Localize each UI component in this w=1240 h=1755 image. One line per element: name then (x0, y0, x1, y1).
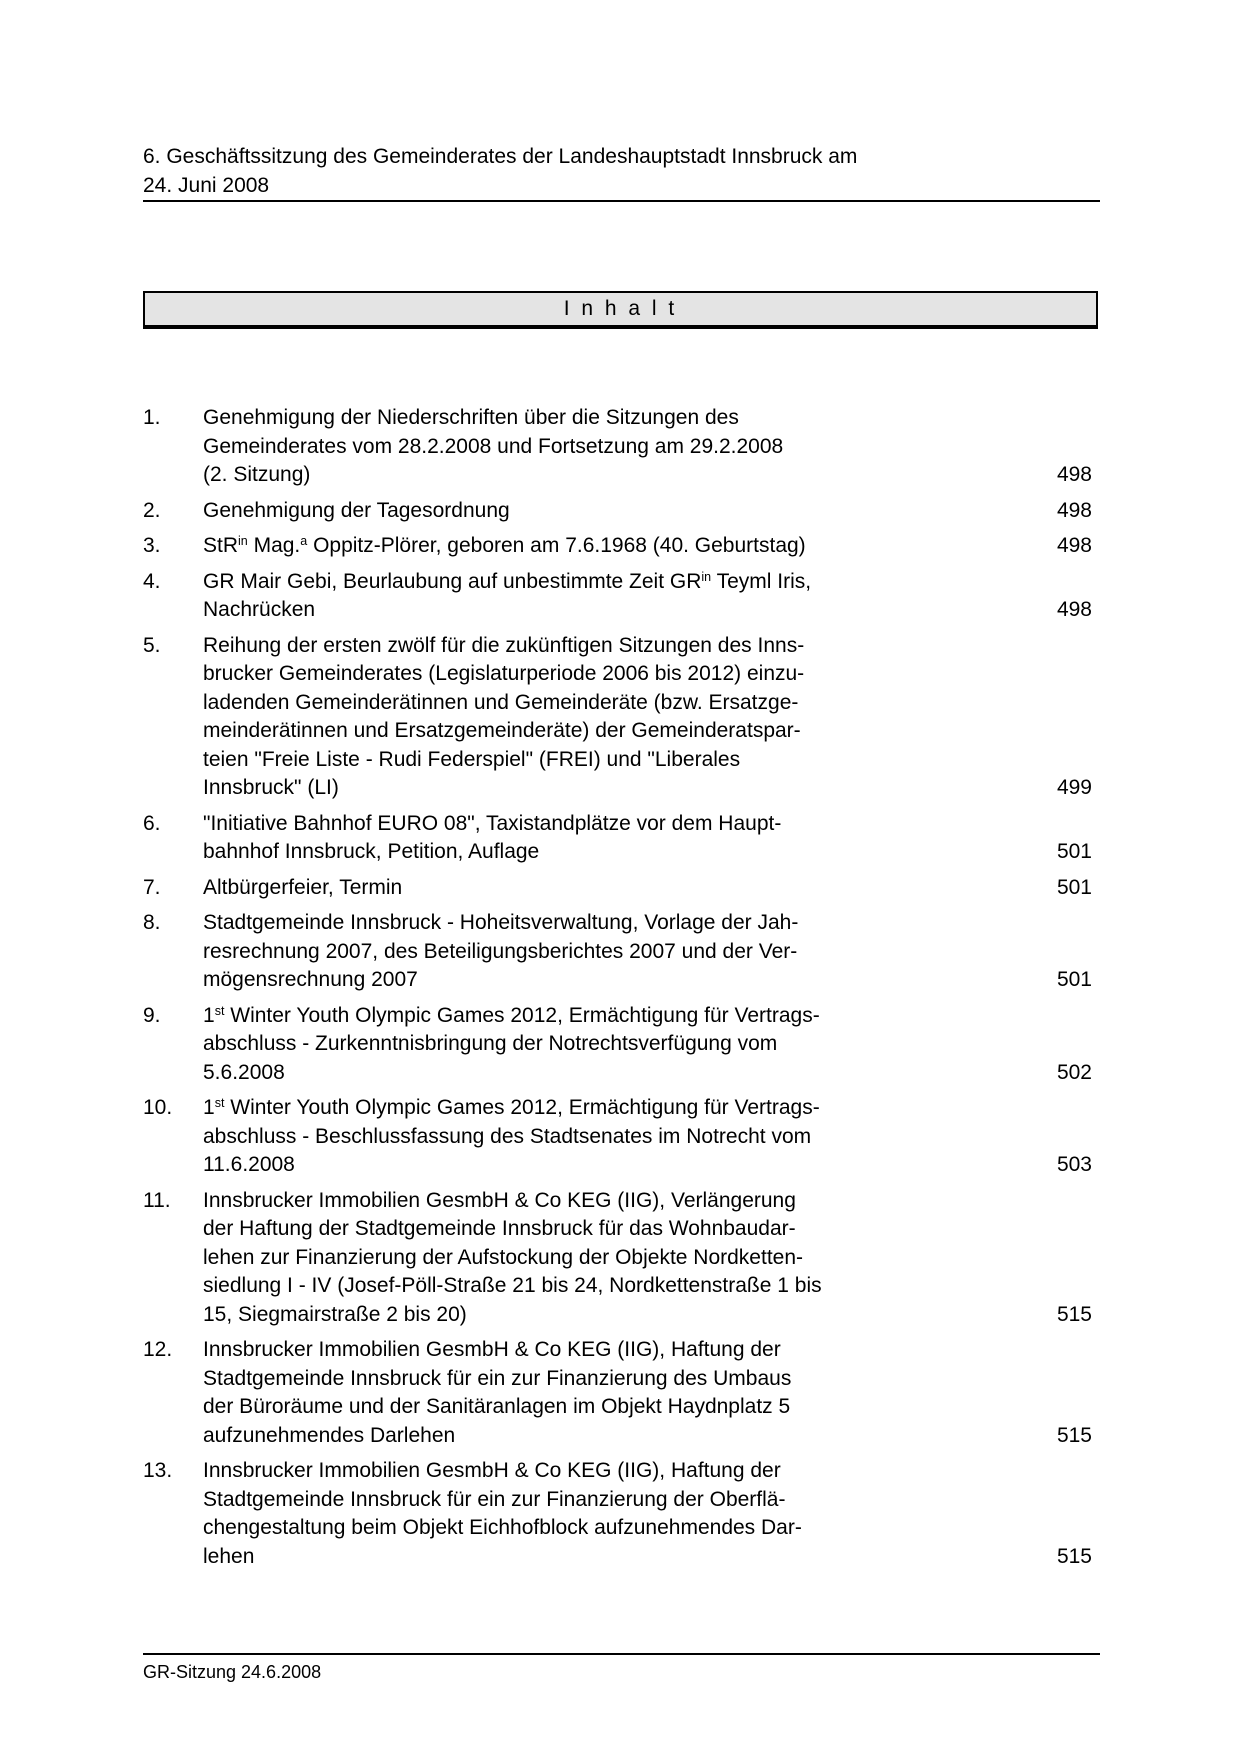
toc-item-text: GR Mair Gebi, Beurlaubung auf unbestimmte Zeit $GR^{in}$ Teyml Iris, Nachrücken (203, 569, 812, 621)
document-header-line-2: 24. Juni 2008 (143, 174, 270, 197)
document-footer (143, 1653, 1100, 1684)
toc-item-number: 5. (143, 633, 161, 657)
toc-item-page: 501 (1056, 875, 1092, 899)
toc-item (143, 404, 1092, 490)
toc-item (143, 1187, 1092, 1330)
toc-item-page: 503 (1056, 1153, 1092, 1176)
content-title-box (143, 291, 1098, 329)
toc-item-number: 13. (143, 1459, 173, 1482)
toc-item-number: 1. (143, 406, 161, 429)
toc-item-number: 3. (143, 534, 161, 557)
toc-item-text: Genehmigung der Tagesordnung (203, 498, 510, 522)
content-title: I n h a l t (563, 297, 678, 320)
toc-item (143, 497, 1092, 526)
toc-item (143, 632, 1092, 803)
toc-item (143, 532, 1092, 561)
toc-item-text: 1st Winter Youth Olympic Games 2012, Ermächtigung für Vertrags- abschluss - Zurkenntnisbringung der Notrechtsverfügung vom 5.6.2008 (203, 1003, 820, 1084)
toc-item-text: StR$^{in}$ Mag.$^a$ Oppitz-Plörer, geboren am 7.6.1968 (40. Geburtstag) (203, 534, 806, 557)
toc-item-page: 498 (1056, 534, 1092, 557)
toc-item-text: Stadtgemeinde Innsbruck - Hoheitsverwaltung, Vorlage der Jah- resrechnung 2007, des Beteiligungsberichtes 2007 und der Ver- mögensrechnung 2007 (203, 911, 799, 991)
toc-item-number: 11. (143, 1188, 171, 1212)
document-header (143, 142, 1100, 202)
toc-item-page: 502 (1056, 1060, 1092, 1084)
toc-item-page: 501 (1056, 968, 1092, 991)
toc-item (143, 1336, 1092, 1450)
toc-item-page: 501 (1056, 840, 1092, 863)
toc-item-text: 1st Winter Youth Olympic Games 2012, Ermächtigung für Vertrags- abschluss - Beschlussfassung des Stadtsenates im Notrecht vom 11.6.2008 (203, 1096, 820, 1176)
toc-item-page: 498 (1056, 498, 1092, 522)
toc-list (143, 404, 1092, 1578)
toc-item-number: 8. (143, 911, 161, 934)
toc-item (143, 874, 1092, 903)
document-header-line-1: 6. Geschäftssitzung des Gemeinderates der Landeshauptstadt Innsbruck am (143, 145, 858, 168)
toc-item (143, 1002, 1092, 1088)
toc-item-page: 498 (1056, 598, 1092, 621)
toc-item (143, 909, 1092, 995)
toc-item-page: 515 (1056, 1423, 1092, 1447)
toc-item-page: 515 (1056, 1302, 1092, 1326)
toc-item-number: 10. (143, 1096, 173, 1119)
toc-item-text: Innsbrucker Immobilien GesmbH & Co KEG (IIG), Haftung der Stadtgemeinde Innsbruck für ein zur Finanzierung des Umbaus der Büroräume und der Sanitäranlagen im Objekt Haydnplatz 5 aufzunehmendes Darlehen (203, 1338, 792, 1447)
toc-item-number: 4. (143, 569, 161, 593)
toc-item-number: 7. (143, 875, 161, 899)
toc-item (143, 1094, 1092, 1180)
toc-item-page: 499 (1056, 776, 1092, 799)
toc-item-text: "Initiative Bahnhof EURO 08", Taxistandplätze vor dem Haupt- bahnhof Innsbruck, Petition, Auflage (203, 811, 782, 863)
toc-item-number: 9. (143, 1003, 161, 1027)
toc-item-page: 515 (1056, 1544, 1092, 1568)
footer-text: GR-Sitzung 24.6.2008 (143, 1662, 322, 1682)
toc-item-number: 2. (143, 498, 161, 522)
toc-item-text: Altbürgerfeier, Termin (203, 875, 403, 899)
toc-item-text: Innsbrucker Immobilien GesmbH & Co KEG (IIG), Verlängerung der Haftung der Stadtgemeinde Innsbruck für das Wohnbaudar- lehen zur Finanzierung der Aufstockung der Objekte Nordketten- siedlung I - IV (Josef-Pöll-Straße 21 bis 24, Nordkettenstraße 1 bis 15, Siegmairstraße 2 bis 20) (203, 1188, 822, 1326)
toc-item-page: 498 (1056, 463, 1092, 486)
toc-item-number: 12. (143, 1338, 173, 1361)
toc-item-text: Genehmigung der Niederschriften über die Sitzungen des Gemeinderates vom 28.2.2008 und Fortsetzung am 29.2.2008 (2. Sitzung) (203, 406, 784, 486)
toc-item-number: 6. (143, 811, 161, 835)
toc-item (143, 810, 1092, 867)
toc-item-text: Innsbrucker Immobilien GesmbH & Co KEG (IIG), Haftung der Stadtgemeinde Innsbruck für ein zur Finanzierung der Oberflä- chengestaltung beim Objekt Eichhofblock aufzunehmendes Dar- lehen (203, 1459, 802, 1568)
toc-item-text: Reihung der ersten zwölf für die zukünftigen Sitzungen des Inns- brucker Gemeinderates (Legislaturperiode 2006 bis 2012) einzu- ladenden Gemeinderätinnen und Gemeinderäte (bzw. Ersatzge- meinderätinnen und Ersatzgemeinderäte) der Gemeinderatspar- teien "Freie Liste - Rudi Federspiel" (FREI) und "Liberales Innsbruck" (LI) (203, 633, 805, 799)
toc-item (143, 568, 1092, 625)
toc-item (143, 1457, 1092, 1571)
